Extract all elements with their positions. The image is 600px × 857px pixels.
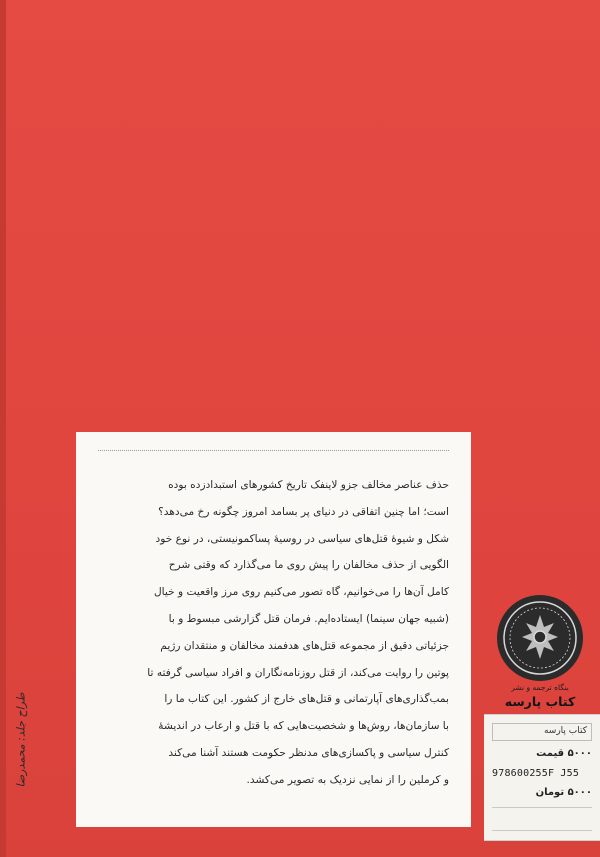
publisher-name: کتاب پارسه bbox=[504, 694, 576, 709]
blurb-text bbox=[98, 472, 449, 794]
blurb-panel bbox=[76, 432, 471, 827]
publisher-tagline: بنگاه ترجمه و نشر bbox=[511, 683, 569, 692]
blurb-line: الگویی از حذف مخالفان را پیش روی ما می‌گذارد که وقتی شرح bbox=[168, 559, 449, 572]
blurb-line: پوتین را روایت می‌کند، از قتل روزنامه‌نگاران و افراد سیاسی گرفته تا bbox=[147, 666, 449, 679]
publisher-seal-logo bbox=[497, 595, 583, 681]
blurb-line: بمب‌گذاری‌های آپارتمانی و قتل‌های خارج از کشور. این کتاب ما را bbox=[164, 693, 449, 706]
sticker-price-toman: ۵۰۰۰ تومان bbox=[535, 787, 592, 798]
cover-designer-credit-text: طراح جلد: محمدرضا bbox=[14, 692, 28, 788]
sticker-body bbox=[490, 721, 594, 833]
blurb-line: کامل آن‌ها را می‌خوانیم، گاه تصور می‌کنیم روی مرز واقعیت و خیال bbox=[153, 586, 449, 599]
cover-designer-credit bbox=[12, 640, 30, 840]
dotted-divider bbox=[98, 450, 449, 451]
blurb-line: حذف عناصر مخالف جزو لاینفک تاریخ کشورهای استبدادزده بوده bbox=[168, 479, 449, 491]
sticker-ruled-lines bbox=[492, 807, 592, 831]
blurb-line: است؛ اما چنین اتفاقی در دنیای پر بسامد امروز چگونه رخ می‌دهد؟ bbox=[158, 505, 449, 518]
blurb-line: جزئیاتی دقیق از مجموعه قتل‌های هدفمند مخالفان و منتقدان رژیم bbox=[160, 639, 449, 652]
blurb-line: (شبیه جهان سینما) ایستاده‌ایم. فرمان قتل گزارشی مبسوط و با bbox=[168, 612, 449, 625]
blurb-line: کنترل سیاسی و پاکسازی‌های مدنظر حکومت هستند آشنا می‌کند bbox=[168, 746, 449, 759]
blurb-line: با سازمان‌ها، روش‌ها و شخصیت‌هایی که با قتل و ارعاب در اندیشهٔ bbox=[158, 720, 449, 733]
isbn-number: 978600255F J55 bbox=[492, 768, 580, 779]
sticker-label: کتاب پارسه bbox=[492, 723, 592, 741]
blurb-line: شکل و شیوهٔ قتل‌های سیاسی در روسیهٔ پساکمونیستی، در نوع خود bbox=[155, 532, 449, 545]
seal-emblem-icon bbox=[501, 599, 579, 677]
sticker-price: ۵۰۰۰ قیمت bbox=[536, 748, 592, 759]
spine-edge bbox=[0, 0, 6, 857]
blurb-line: و کرملین را از نمایی نزدیک به تصویر می‌کشد. bbox=[246, 773, 449, 786]
price-sticker bbox=[484, 714, 600, 841]
